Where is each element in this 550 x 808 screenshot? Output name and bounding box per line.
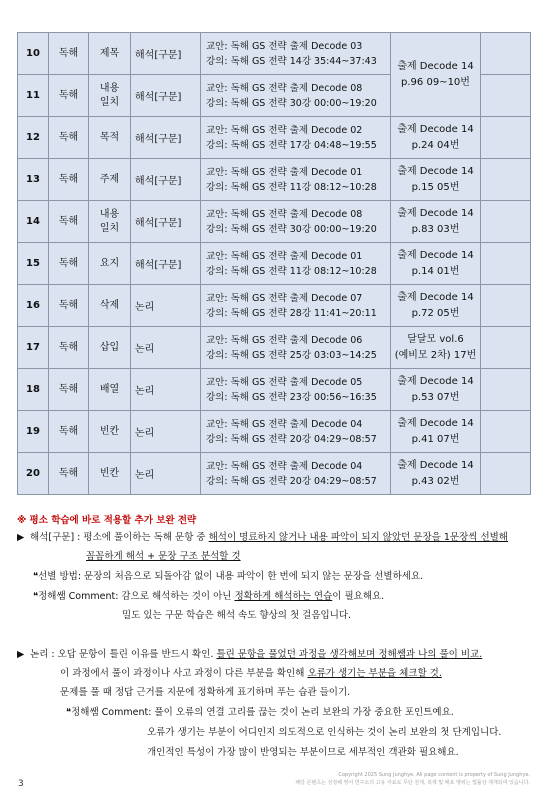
textbook-reference: 교안: 독해 GS 전략 출제 Decode 08 [206, 208, 363, 220]
page-number: 3 [18, 779, 24, 789]
notes-cell [481, 243, 531, 285]
textbook-reference: 교안: 독해 GS 전략 출제 Decode 03 [206, 40, 363, 52]
question-number: 11 [18, 75, 49, 117]
practice-reference: 출제 Decode 14 p.41 07번 [391, 411, 481, 453]
weakness-category: 해석[구문] [131, 33, 201, 75]
tip-syntax-line1: ▶ 해석[구문] : 평소에 풀이하는 독해 문항 중 해석이 명료하지 않거나 내용 파악이 되지 않았던 문장을 1문장씩 선별해 [17, 532, 508, 543]
practice-reference: 출제 Decode 14 p.53 07번 [391, 369, 481, 411]
textbook-reference: 교안: 독해 GS 전략 출제 Decode 05 [206, 376, 363, 388]
notes-cell [481, 33, 531, 75]
textbook-reference: 교안: 독해 GS 전략 출제 Decode 04 [206, 460, 363, 472]
tip-logic-line1: ▶ 논리 : 오답 문항이 틀린 이유를 반드시 확인. 틀린 문항을 풀었던 과정을 생각해보며 정해쌤과 나의 풀이 비교. [17, 649, 483, 660]
source-reference [201, 369, 391, 411]
notes-cell [481, 327, 531, 369]
question-type: 삭제 [89, 285, 131, 327]
source-reference [201, 33, 391, 75]
lecture-reference: 강의: 독해 GS 전략 11강 08:12~10:28 [206, 265, 377, 277]
notes-cell [481, 453, 531, 495]
weakness-category: 해석[구문] [131, 243, 201, 285]
textbook-reference: 교안: 독해 GS 전략 출제 Decode 06 [206, 334, 363, 346]
question-number: 14 [18, 201, 49, 243]
notes-cell [481, 285, 531, 327]
question-area: 독해 [49, 75, 89, 117]
table-row [18, 369, 531, 411]
notes-cell [481, 75, 531, 117]
table-row [18, 453, 531, 495]
question-area: 독해 [49, 201, 89, 243]
question-number: 12 [18, 117, 49, 159]
question-type: 배열 [89, 369, 131, 411]
table-row [18, 243, 531, 285]
tip-logic-sub2: 오류가 생기는 부분이 어디인지 의도적으로 인식하는 것이 논리 보완의 첫 단계입니다. [147, 727, 502, 738]
question-type: 빈칸 [89, 411, 131, 453]
question-area: 독해 [49, 243, 89, 285]
question-area: 독해 [49, 117, 89, 159]
source-reference [201, 201, 391, 243]
lecture-reference: 강의: 독해 GS 전략 25강 03:03~14:25 [206, 349, 377, 361]
question-area: 독해 [49, 33, 89, 75]
lecture-reference: 강의: 독해 GS 전략 23강 00:56~16:35 [206, 391, 377, 403]
table-row [18, 411, 531, 453]
arrow-icon: ▶ [17, 649, 25, 660]
tips-heading: ※ 평소 학습에 바로 적용할 추가 보완 전략 [17, 515, 197, 526]
notes-cell [481, 411, 531, 453]
weakness-category: 논리 [131, 369, 201, 411]
tip-logic-sub3: 개인적인 특성이 가장 많이 반영되는 부분이므로 세부적인 객관화 필요해요. [147, 747, 459, 758]
table-row [18, 33, 531, 75]
tip-syntax-line2: 꼼꼼하게 해석 + 문장 구조 분석할 것 [86, 551, 241, 562]
practice-reference: 출제 Decode 14 p.24 04번 [391, 117, 481, 159]
weakness-category: 논리 [131, 411, 201, 453]
question-number: 13 [18, 159, 49, 201]
lecture-reference: 강의: 독해 GS 전략 28강 11:41~20:11 [206, 307, 377, 319]
weakness-category: 논리 [131, 327, 201, 369]
practice-reference: 달달모 vol.6 (예비모 2차) 17번 [391, 327, 481, 369]
notes-cell [481, 201, 531, 243]
tip-logic-line2: 이 과정에서 풀이 과정이나 사고 과정이 다른 부분을 확인해 오류가 생기는 부분을 체크할 것. [60, 668, 442, 679]
question-area: 독해 [49, 411, 89, 453]
source-reference [201, 285, 391, 327]
table-row [18, 285, 531, 327]
tip-logic-label: 논리 [30, 649, 49, 660]
question-number: 17 [18, 327, 49, 369]
question-table [17, 32, 531, 495]
textbook-reference: 교안: 독해 GS 전략 출제 Decode 01 [206, 250, 363, 262]
notes-cell [481, 159, 531, 201]
weakness-category: 해석[구문] [131, 201, 201, 243]
practice-reference: 출제 Decode 14 p.14 01번 [391, 243, 481, 285]
source-reference [201, 243, 391, 285]
question-number: 15 [18, 243, 49, 285]
textbook-reference: 교안: 독해 GS 전략 출제 Decode 02 [206, 124, 363, 136]
question-type: 내용 일치 [89, 201, 131, 243]
lecture-reference: 강의: 독해 GS 전략 20강 04:29~08:57 [206, 475, 377, 487]
question-type: 내용 일치 [89, 75, 131, 117]
table-row [18, 327, 531, 369]
question-area: 독해 [49, 327, 89, 369]
practice-reference: 출제 Decode 14 p.96 09~10번 [391, 33, 481, 117]
practice-reference: 출제 Decode 14 p.83 03번 [391, 201, 481, 243]
copyright-notice: Copyright 2025 Sung Junghye. All page content is property of Sung Junghye. 해당 콘텐츠는 성정혜 영어 연구소의 고유 자료로 무단 전재, 복제 및 배포 행위는 법률상 제재되며 있습니다. [295, 772, 530, 786]
table-row [18, 117, 531, 159]
practice-reference: 출제 Decode 14 p.15 05번 [391, 159, 481, 201]
tip-syntax-sub1: ❝선별 방법: 문장의 처음으로 되돌아감 없이 내용 파악이 한 번에 되지 않는 문장을 선별하세요. [33, 571, 424, 582]
source-reference [201, 75, 391, 117]
question-number: 20 [18, 453, 49, 495]
arrow-icon: ▶ [17, 532, 25, 543]
lecture-reference: 강의: 독해 GS 전략 17강 04:48~19:55 [206, 139, 377, 151]
weakness-category: 해석[구문] [131, 117, 201, 159]
question-area: 독해 [49, 369, 89, 411]
tip-syntax-sub3: 밀도 있는 구문 학습은 해석 속도 향상의 첫 걸음입니다. [122, 610, 352, 621]
question-number: 16 [18, 285, 49, 327]
textbook-reference: 교안: 독해 GS 전략 출제 Decode 08 [206, 82, 363, 94]
source-reference [201, 327, 391, 369]
question-type: 삽입 [89, 327, 131, 369]
question-number: 19 [18, 411, 49, 453]
question-number: 18 [18, 369, 49, 411]
textbook-reference: 교안: 독해 GS 전략 출제 Decode 01 [206, 166, 363, 178]
source-reference [201, 411, 391, 453]
question-type: 빈칸 [89, 453, 131, 495]
question-area: 독해 [49, 453, 89, 495]
textbook-reference: 교안: 독해 GS 전략 출제 Decode 07 [206, 292, 363, 304]
weakness-category: 해석[구문] [131, 159, 201, 201]
source-reference [201, 117, 391, 159]
notes-cell [481, 369, 531, 411]
practice-reference: 출제 Decode 14 p.72 05번 [391, 285, 481, 327]
source-reference [201, 453, 391, 495]
tip-syntax-sub2: ❝정해쌤 Comment: 감으로 해석하는 것이 아닌 정확하게 해석하는 연습이 필요해요. [33, 591, 385, 602]
tip-logic-line3: 문제를 풀 때 정답 근거를 지문에 정확하게 표기하며 푸는 습관 들이기. [60, 687, 351, 698]
table-row [18, 159, 531, 201]
lecture-reference: 강의: 독해 GS 전략 20강 04:29~08:57 [206, 433, 377, 445]
practice-reference: 출제 Decode 14 p.43 02번 [391, 453, 481, 495]
tip-syntax-label: 해석[구문] [30, 532, 75, 543]
lecture-reference: 강의: 독해 GS 전략 14강 35:44~37:43 [206, 55, 377, 67]
lecture-reference: 강의: 독해 GS 전략 30강 00:00~19:20 [206, 97, 377, 109]
weakness-category: 해석[구문] [131, 75, 201, 117]
question-area: 독해 [49, 285, 89, 327]
table-row [18, 201, 531, 243]
tip-logic-sub1: ❝정해쌤 Comment: 풀이 오류의 연결 고리를 끊는 것이 논리 보완의 가장 중요한 포인트예요. [66, 707, 454, 718]
textbook-reference: 교안: 독해 GS 전략 출제 Decode 04 [206, 418, 363, 430]
lecture-reference: 강의: 독해 GS 전략 30강 00:00~19:20 [206, 223, 377, 235]
question-number: 10 [18, 33, 49, 75]
weakness-category: 논리 [131, 285, 201, 327]
question-type: 요지 [89, 243, 131, 285]
notes-cell [481, 117, 531, 159]
lecture-reference: 강의: 독해 GS 전략 11강 08:12~10:28 [206, 181, 377, 193]
question-type: 제목 [89, 33, 131, 75]
source-reference [201, 159, 391, 201]
weakness-category: 논리 [131, 453, 201, 495]
question-type: 목적 [89, 117, 131, 159]
question-type: 주제 [89, 159, 131, 201]
question-area: 독해 [49, 159, 89, 201]
